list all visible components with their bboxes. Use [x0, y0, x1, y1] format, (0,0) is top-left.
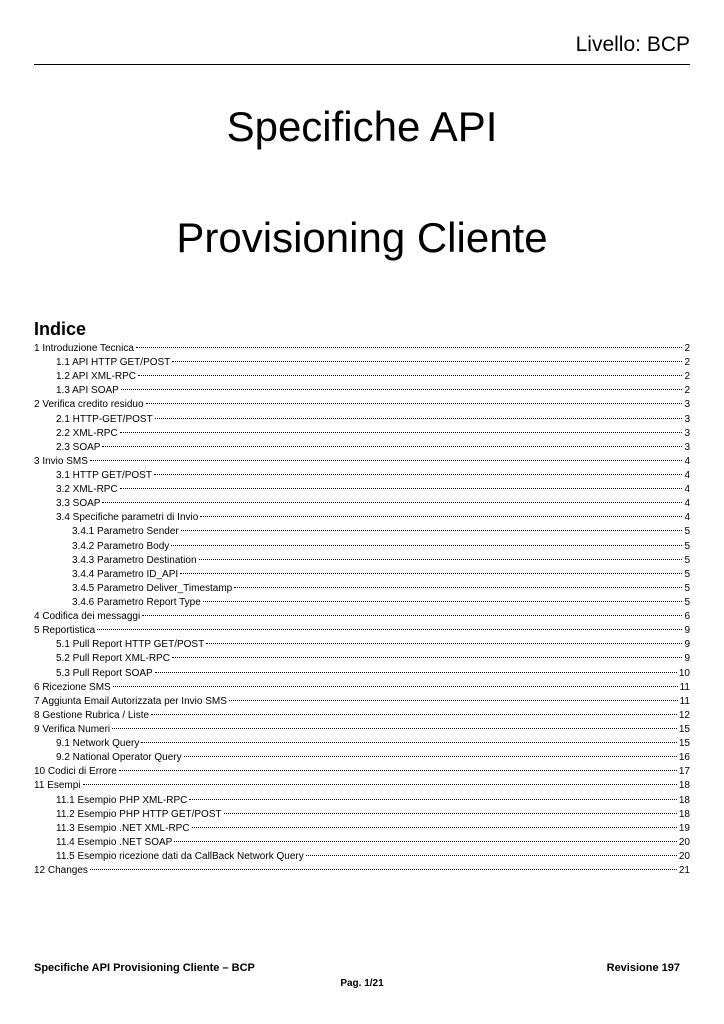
toc-entry[interactable]: [34, 596, 690, 610]
toc-leader-dots: [181, 530, 683, 531]
toc-leader-dots: [171, 545, 682, 546]
toc-leader-dots: [180, 573, 682, 574]
toc-entry-page: 17: [678, 766, 690, 778]
toc-leader-dots: [112, 728, 677, 729]
toc-leader-dots: [136, 347, 683, 348]
toc-entry-label: 3.4.4 Parametro ID_API: [72, 568, 179, 580]
table-of-contents: [34, 342, 690, 878]
toc-leader-dots: [120, 488, 683, 489]
toc-leader-dots: [174, 841, 677, 842]
toc-entry[interactable]: [34, 610, 690, 624]
toc-leader-dots: [155, 418, 683, 419]
toc-entry-page: 11: [679, 681, 690, 693]
toc-entry-label: 8 Gestione Rubrica / Liste: [34, 709, 150, 721]
toc-entry-page: 6: [684, 611, 690, 623]
toc-leader-dots: [154, 474, 682, 475]
toc-entry-label: 3.2 XML-RPC: [56, 484, 118, 496]
toc-entry-page: 2: [684, 343, 690, 354]
toc-leader-dots: [203, 601, 683, 602]
toc-entry-label: 7 Aggiunta Email Autorizzata per Invio SMS: [34, 695, 227, 707]
toc-entry-page: 9: [684, 653, 690, 665]
toc-entry-page: 4: [684, 469, 690, 481]
toc-leader-dots: [206, 643, 682, 644]
toc-leader-dots: [83, 784, 677, 785]
toc-entry[interactable]: [34, 723, 690, 737]
toc-entry[interactable]: [34, 525, 690, 539]
toc-entry-label: 12 Changes: [34, 865, 88, 877]
toc-leader-dots: [142, 615, 682, 616]
toc-entry-page: 5: [684, 582, 690, 594]
toc-entry-label: 5 Reportistica: [34, 625, 96, 637]
toc-entry[interactable]: [34, 779, 690, 793]
toc-leader-dots: [121, 389, 683, 390]
toc-entry-label: 9.2 National Operator Query: [56, 752, 182, 764]
toc-entry[interactable]: [34, 356, 690, 370]
toc-entry-page: 18: [678, 808, 690, 820]
toc-entry[interactable]: [34, 342, 690, 356]
toc-entry[interactable]: [34, 822, 690, 836]
toc-entry[interactable]: [34, 850, 690, 864]
toc-entry-label: 5.2 Pull Report XML-RPC: [56, 653, 170, 665]
toc-leader-dots: [192, 827, 677, 828]
toc-entry-page: 2: [684, 371, 690, 383]
toc-entry-page: 5: [684, 554, 690, 566]
toc-entry[interactable]: [34, 864, 690, 878]
toc-entry-page: 11: [679, 695, 690, 707]
toc-entry-page: 20: [678, 836, 690, 848]
toc-entry-page: 5: [684, 540, 690, 552]
toc-leader-dots: [113, 686, 678, 687]
toc-entry[interactable]: [34, 568, 690, 582]
toc-entry-label: 11.3 Esempio .NET XML-RPC: [56, 822, 190, 834]
toc-entry-page: 2: [684, 385, 690, 397]
toc-entry-label: 11.1 Esempio PHP XML-RPC: [56, 794, 188, 806]
toc-entry-label: 5.3 Pull Report SOAP: [56, 667, 153, 679]
toc-entry-page: 21: [678, 865, 690, 877]
toc-entry-page: 19: [678, 822, 690, 834]
toc-entry-page: 4: [684, 484, 690, 496]
toc-entry-label: 3.4.6 Parametro Report Type: [72, 596, 201, 608]
toc-leader-dots: [102, 446, 682, 447]
toc-entry-page: 9: [684, 639, 690, 651]
toc-entry[interactable]: [34, 737, 690, 751]
toc-entry-label: 11.4 Esempio .NET SOAP: [56, 836, 173, 848]
document-level: Livello: BCP: [575, 33, 690, 56]
toc-entry[interactable]: [34, 652, 690, 666]
toc-heading: Indice: [34, 319, 87, 339]
toc-entry-label: 1.1 API HTTP GET/POST: [56, 357, 171, 369]
toc-leader-dots: [138, 375, 682, 376]
toc-entry[interactable]: [34, 638, 690, 652]
toc-entry-page: 18: [678, 794, 690, 806]
toc-entry[interactable]: [34, 455, 690, 469]
toc-entry-page: 3: [684, 413, 690, 425]
toc-entry-label: 1 Introduzione Tecnica: [34, 343, 134, 354]
toc-leader-dots: [151, 714, 677, 715]
toc-entry[interactable]: [34, 695, 690, 709]
toc-entry[interactable]: [34, 624, 690, 638]
toc-entry[interactable]: [34, 765, 690, 779]
toc-leader-dots: [306, 855, 677, 856]
toc-entry-page: 20: [678, 850, 690, 862]
document-title-line-1: Specifiche API: [226, 103, 498, 150]
toc-entry-label: 5.1 Pull Report HTTP GET/POST: [56, 639, 205, 651]
toc-entry[interactable]: [34, 794, 690, 808]
toc-leader-dots: [102, 502, 682, 503]
toc-entry[interactable]: [34, 370, 690, 384]
toc-entry[interactable]: [34, 427, 690, 441]
toc-entry-page: 4: [684, 512, 690, 524]
toc-leader-dots: [189, 799, 677, 800]
toc-entry-label: 2.1 HTTP-GET/POST: [56, 413, 153, 425]
toc-entry-page: 16: [678, 752, 690, 764]
toc-leader-dots: [119, 770, 677, 771]
header-divider: [34, 64, 690, 65]
toc-entry-page: 3: [684, 441, 690, 453]
toc-entry-label: 3.4.3 Parametro Destination: [72, 554, 197, 566]
toc-entry[interactable]: [34, 511, 690, 525]
toc-leader-dots: [172, 657, 683, 658]
toc-entry-page: 18: [678, 780, 690, 792]
toc-entry[interactable]: [34, 384, 690, 398]
toc-entry[interactable]: [34, 681, 690, 695]
toc-entry-label: 2.2 XML-RPC: [56, 427, 118, 439]
toc-entry-label: 11 Esempi: [34, 780, 81, 792]
toc-entry-label: 3.1 HTTP GET/POST: [56, 469, 152, 481]
toc-entry[interactable]: [34, 413, 690, 427]
toc-entry[interactable]: [34, 554, 690, 568]
toc-entry-label: 3.4.5 Parametro Deliver_Timestamp: [72, 582, 233, 594]
toc-entry-label: 1.3 API SOAP: [56, 385, 119, 397]
toc-leader-dots: [146, 403, 683, 404]
toc-entry-label: 3.4.2 Parametro Body: [72, 540, 170, 552]
toc-entry[interactable]: [34, 667, 690, 681]
toc-entry-label: 1.2 API XML-RPC: [56, 371, 137, 383]
toc-entry-page: 3: [684, 427, 690, 439]
footer-page-number: Pag. 1/21: [340, 978, 384, 989]
toc-entry[interactable]: [34, 582, 690, 596]
toc-entry-page: 2: [684, 357, 690, 369]
toc-entry[interactable]: [34, 808, 690, 822]
toc-entry-page: 12: [678, 709, 690, 721]
toc-entry[interactable]: [34, 398, 690, 412]
toc-leader-dots: [224, 813, 677, 814]
toc-entry-page: 4: [684, 455, 690, 467]
toc-entry-page: 3: [684, 399, 690, 411]
toc-leader-dots: [184, 756, 677, 757]
toc-entry[interactable]: [34, 709, 690, 723]
toc-entry-page: 5: [684, 596, 690, 608]
toc-leader-dots: [120, 432, 683, 433]
toc-leader-dots: [234, 587, 682, 588]
footer-revision: Revisione 197: [606, 962, 680, 974]
toc-entry-label: 10 Codici di Errore: [34, 766, 117, 778]
toc-entry-page: 4: [684, 498, 690, 510]
toc-leader-dots: [200, 516, 682, 517]
toc-entry[interactable]: [34, 441, 690, 455]
toc-entry[interactable]: [34, 540, 690, 554]
toc-leader-dots: [155, 672, 677, 673]
footer-document-name: Specifiche API Provisioning Cliente – BCP: [34, 962, 255, 974]
toc-entry-label: 3 Invio SMS: [34, 455, 88, 467]
toc-leader-dots: [229, 700, 678, 701]
toc-entry[interactable]: [34, 483, 690, 497]
toc-entry-label: 3.3 SOAP: [56, 498, 101, 510]
toc-entry-label: 2.3 SOAP: [56, 441, 101, 453]
toc-entry-label: 3.4.1 Parametro Sender: [72, 526, 179, 538]
toc-entry-label: 11.5 Esempio ricezione dati da CallBack Network Query: [56, 850, 304, 862]
toc-leader-dots: [141, 742, 677, 743]
toc-leader-dots: [97, 629, 682, 630]
toc-entry-label: 9 Verifica Numeri: [34, 723, 111, 735]
toc-entry-page: 10: [678, 667, 690, 679]
toc-entry-label: 3.4 Specifiche parametri di Invio: [56, 512, 199, 524]
toc-leader-dots: [90, 460, 683, 461]
toc-leader-dots: [90, 869, 677, 870]
document-title-line-2: Provisioning Cliente: [176, 214, 548, 261]
toc-entry-page: 9: [684, 625, 690, 637]
toc-entry-label: 4 Codifica dei messaggi: [34, 611, 141, 623]
toc-entry-page: 5: [684, 526, 690, 538]
toc-entry-label: 11.2 Esempio PHP HTTP GET/POST: [56, 808, 222, 820]
toc-entry[interactable]: [34, 497, 690, 511]
toc-entry-page: 5: [684, 568, 690, 580]
toc-entry-label: 2 Verifica credito residuo: [34, 399, 144, 411]
toc-entry[interactable]: [34, 836, 690, 850]
toc-entry-page: 15: [678, 723, 690, 735]
toc-entry-page: 15: [678, 738, 690, 750]
toc-entry[interactable]: [34, 751, 690, 765]
toc-leader-dots: [172, 361, 682, 362]
toc-entry-label: 9.1 Network Query: [56, 738, 140, 750]
toc-entry-label: 6 Ricezione SMS: [34, 681, 111, 693]
toc-entry[interactable]: [34, 469, 690, 483]
toc-leader-dots: [199, 559, 683, 560]
